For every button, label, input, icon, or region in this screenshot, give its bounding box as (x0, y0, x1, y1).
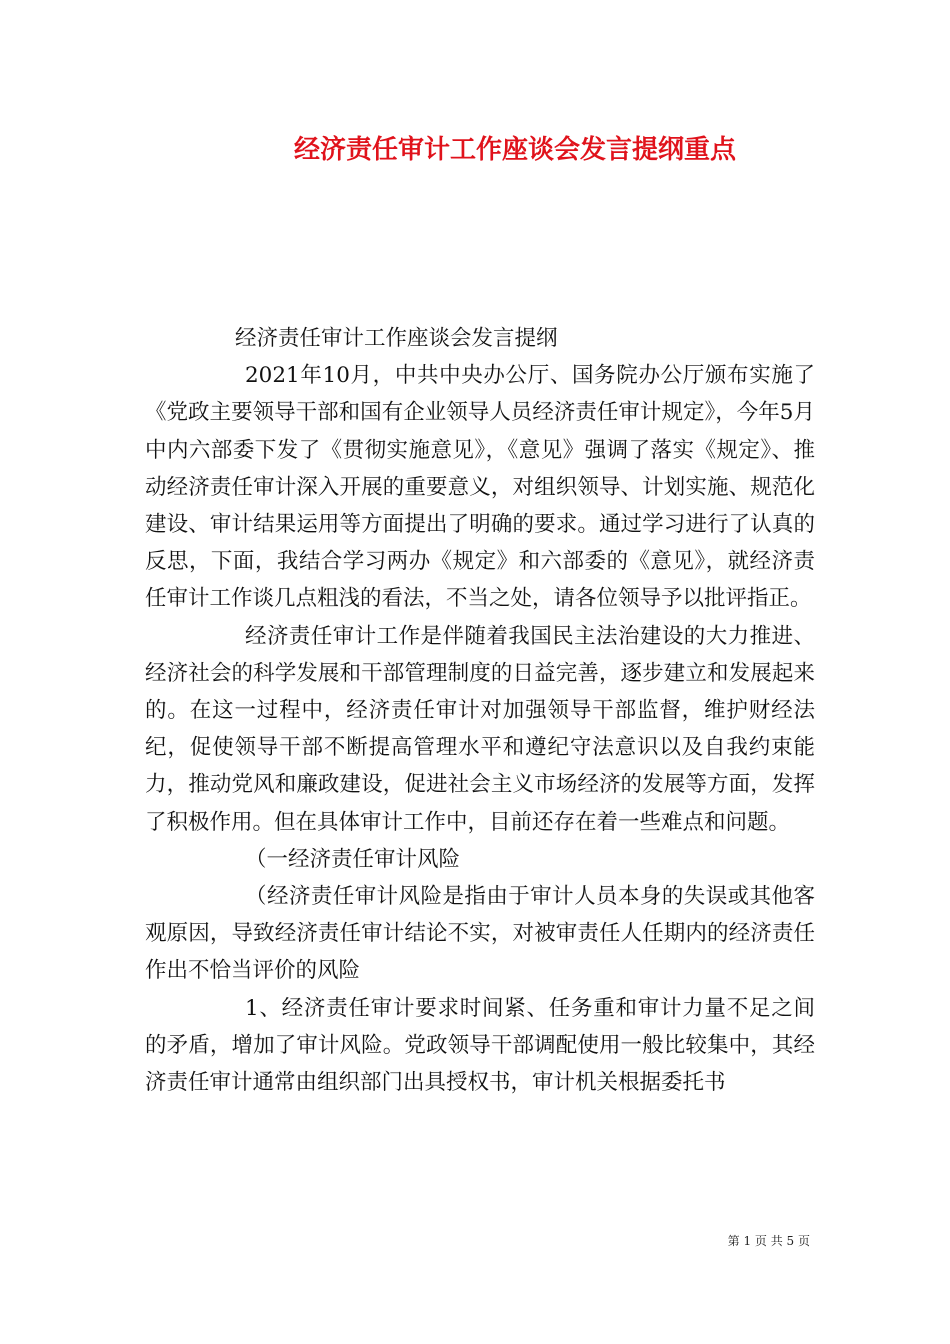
section-heading-risk: （一经济责任审计风险 (245, 846, 461, 872)
page-number: 第 1 页 共 5 页 (727, 1234, 810, 1248)
paragraph-risk-item-1: 1、经济责任审计要求时间紧、任务重和审计力量不足之间的矛盾，增加了审计风险。党政领导干部调配使用一般比较集中，其经济责任审计通常由组织部门出具授权书，审计机关根据委托书 (145, 995, 815, 1096)
paragraph-background: 经济责任审计工作是伴随着我国民主法治建设的大力推进、经济社会的科学发展和干部管理制度的日益完善，逐步建立和发展起来的。在这一过程中，经济责任审计对加强领导干部监督，维护财经法纪，促使领导干部不断提高管理水平和遵纪守法意识以及自我约束能力，推动党风和廉政建设，促进社会主义市场经济的发展等方面，发挥了积极作用。但在具体审计工作中，目前还存在着一些难点和问题。 (145, 623, 815, 835)
paragraph-intro: 2021年10月，中共中央办公厅、国务院办公厅颁布实施了《党政主要领导干部和国有企业领导人员经济责任审计规定》，今年5月中内六部委下发了《贯彻实施意见》，《意见》强调了落实《规定》、推动经济责任审计深入开展的重要意义，对组织领导、计划实施、规范化建设、审计结果运用等方面提出了明确的要求。通过学习进行了认真的反思，下面，我结合学习两办《规定》和六部委的《意见》，就经济责任审计工作谈几点粗浅的看法，不当之处，请各位领导予以批评指正。 (145, 363, 815, 612)
document-title: 经济责任审计工作座谈会发言提纲重点 (293, 135, 736, 165)
paragraph-risk-definition: （经济责任审计风险是指由于审计人员本身的失误或其他客观原因，导致经济责任审计结论不实，对被审责任人任期内的经济责任作出不恰当评价的风险 (145, 884, 815, 984)
document-subtitle: 经济责任审计工作座谈会发言提纲 (235, 326, 558, 351)
document-body (145, 320, 815, 1101)
